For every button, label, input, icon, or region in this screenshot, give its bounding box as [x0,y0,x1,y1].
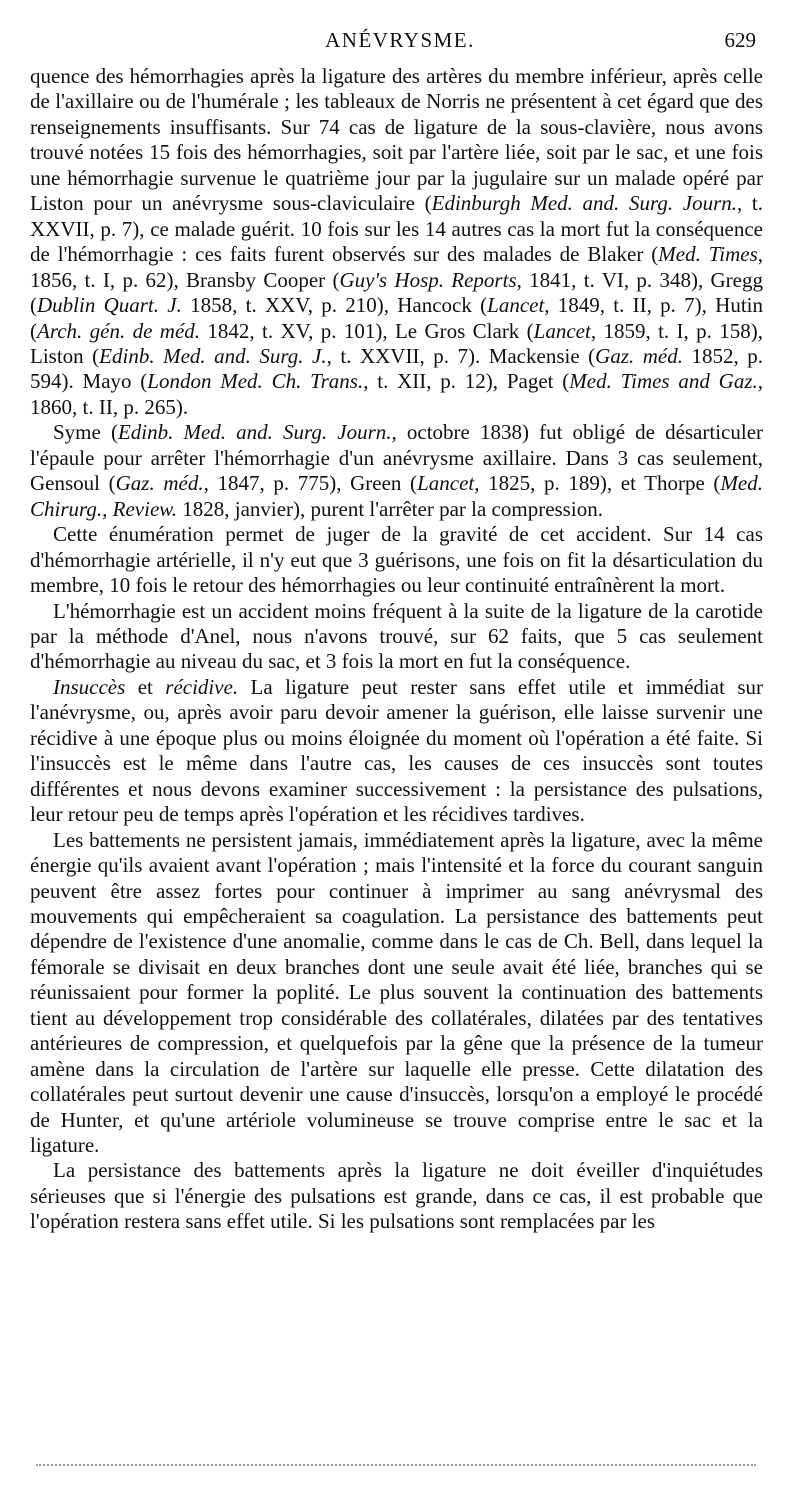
paragraph [30,420,763,522]
italic-citation: Med. Chirurg., Review. [30,471,764,521]
text-run: , 1841, t. VI, p. 348), Gregg ( [30,267,763,318]
text-run: , t. XXVII, p. 7), ce malade guérit. 10 fois sur les 14 autres cas la mort fut la conséquence de l'hémorrhagie : ces faits furent observés sur des malades de Blaker ( [30,191,763,267]
italic-citation: Insuccès [53,674,126,699]
italic-citation: Edinburgh Med. and. Surg. Journ. [431,191,737,216]
italic-citation: Edinb. Med. and. Surg. J. [99,343,327,368]
text-run: quence des hémorrhagies après la ligature des artères du membre inférieur, après celle de l'axillaire ou de l'humérale ; les tableaux de Norris ne présentent à cet égard que des renseignements insuffisants. Sur 74 cas de ligature de la sous-clavière, nous avons trouvé notées 15 fois des hémorrhagies, soit par l'artère liée, soit par le sac, et une fois une hémorrhagie survenue le quatrième jour par la jugulaire sur un malade opéré par Liston pour un anévrysme sous-claviculaire ( [30,64,763,216]
italic-citation: London Med. Ch. Trans. [147,369,364,394]
text-run: 1828, janvier), purent l'arrêter par la compression. [176,496,603,521]
italic-citation: récidive. [165,674,239,699]
italic-citation: Med. Times [658,242,758,267]
paragraph [30,1158,763,1234]
italic-citation: Lancet [533,318,591,343]
text-run: , 1847, p. 775), Green ( [203,471,418,496]
text-run: , 1849, t. II, p. 7), Hutin ( [30,293,763,343]
text-run: La ligature peut rester sans effet utile et immédiat sur l'anévrysme, ou, après avoir paru devoir amener la guérison, elle laisse survenir une récidive à une époque plus ou moins éloignée du moment où l'opération a été faite. Si l'insuccès est le même dans l'autre cas, les causes de ces insuccès sont toutes différentes et nous devons examiner successivement : la persistance des pulsations, leur retour peu de temps après l'opération et les récidives tardives. [30,674,763,827]
italic-citation: Arch. gén. de méd. [37,318,201,343]
text-run: , t. XII, p. 12), Paget ( [363,369,570,394]
text-run: , 1856, t. I, p. 62), Bransby Cooper ( [30,242,764,292]
text-run: Syme ( [53,420,118,445]
running-title: ANÉVRYSME. [325,28,475,52]
text-run: La persistance des battements après la ligature ne doit éveiller d'inquiétudes sérieuses que si l'énergie des pulsations est grande, dans ce cas, il est probable que l'opération restera sans effet utile. Si les pulsations sont remplacées par les [30,1158,763,1234]
text-run: , octobre 1838) fut obligé de désarticuler l'épaule pour arrêter l'hémorrhagie d'un anévrysme axillaire. Dans 3 cas seulement, Gensoul ( [30,420,764,496]
footer-dotted-rule [36,1464,756,1466]
paragraph [30,64,763,420]
paragraph [30,522,763,598]
text-run: , 1859, t. I, p. 158), Liston ( [30,318,763,368]
text-run: Les battements ne persistent jamais, immédiatement après la ligature, avec la même énergie qu'ils avaient avant l'opération ; mais l'intensité et la force du courant sanguin peuvent être assez fortes pour continuer à imprimer au sang anévrysmal des mouvements qui empêcheraient sa coagulation. La persistance des battements peut dépendre de l'existence d'une anomalie, comme dans le cas de Ch. Bell, dans lequel la fémorale se divisait en deux branches dont une seule avait été liée, branches qui se réunissaient pour former la poplité. Le plus souvent la continuation des battements tient au développement trop considérable des collatérales, dilatées par des tentatives antérieures de compression, et quelquefois par la gêne que la présence de la tumeur amène dans la circulation de l'artère sur laquelle elle presse. Cette dilatation des collatérales peut surtout devenir une cause d'insuccès, lorsqu'on a employé le procédé de Hunter, et qu'une artériole volumineuse se trouve comprise entre le sac et la ligature. [30,827,763,1158]
italic-citation: Lancet [417,471,475,496]
text-run: L'hémorrhagie est un accident moins fréquent à la suite de la ligature de la carotide par la méthode d'Anel, nous n'avons trouvé, sur 62 faits, que 5 cas seulement d'hémorrhagie au niveau du sac, et 3 fois la mort en fut la conséquence. [30,598,763,674]
body-text [30,64,763,1235]
text-run: 1858, t. XXV, p. 210), Hancock ( [181,293,488,318]
italic-citation: Gaz. méd. [595,343,683,368]
paragraph [30,828,763,1159]
italic-citation: Guy's Hosp. Reports [339,267,517,292]
paragraph [30,675,763,828]
italic-citation: Gaz. méd. [115,471,204,496]
text-run: et [125,674,166,699]
page-number: 629 [724,28,756,52]
italic-citation: Lancet [487,293,545,318]
running-header [30,28,770,58]
text-run: 1842, t. XV, p. 101), Le Gros Clark ( [200,318,534,343]
paragraph [30,599,763,675]
text-run: , 1825, p. 189), et Thorpe ( [474,471,721,496]
italic-citation: Med. Times and Gaz. [569,369,758,394]
italic-citation: Dublin Quart. J. [37,293,182,318]
italic-citation: Edinb. Med. and. Surg. Journ. [117,420,392,445]
text-run: Cette énumération permet de juger de la gravité de cet accident. Sur 14 cas d'hémorrhagie artérielle, il n'y eut que 3 guérisons, une fois on fit la désarticulation du membre, 10 fois le retour des hémorrhagies ou leur continuité entraînèrent la mort. [30,522,763,598]
text-run: , t. XXVII, p. 7). Mackensie ( [326,343,596,368]
text-run: , 1860, t. II, p. 265). [30,369,763,419]
text-run: 1852, p. 594). Mayo ( [30,343,763,394]
